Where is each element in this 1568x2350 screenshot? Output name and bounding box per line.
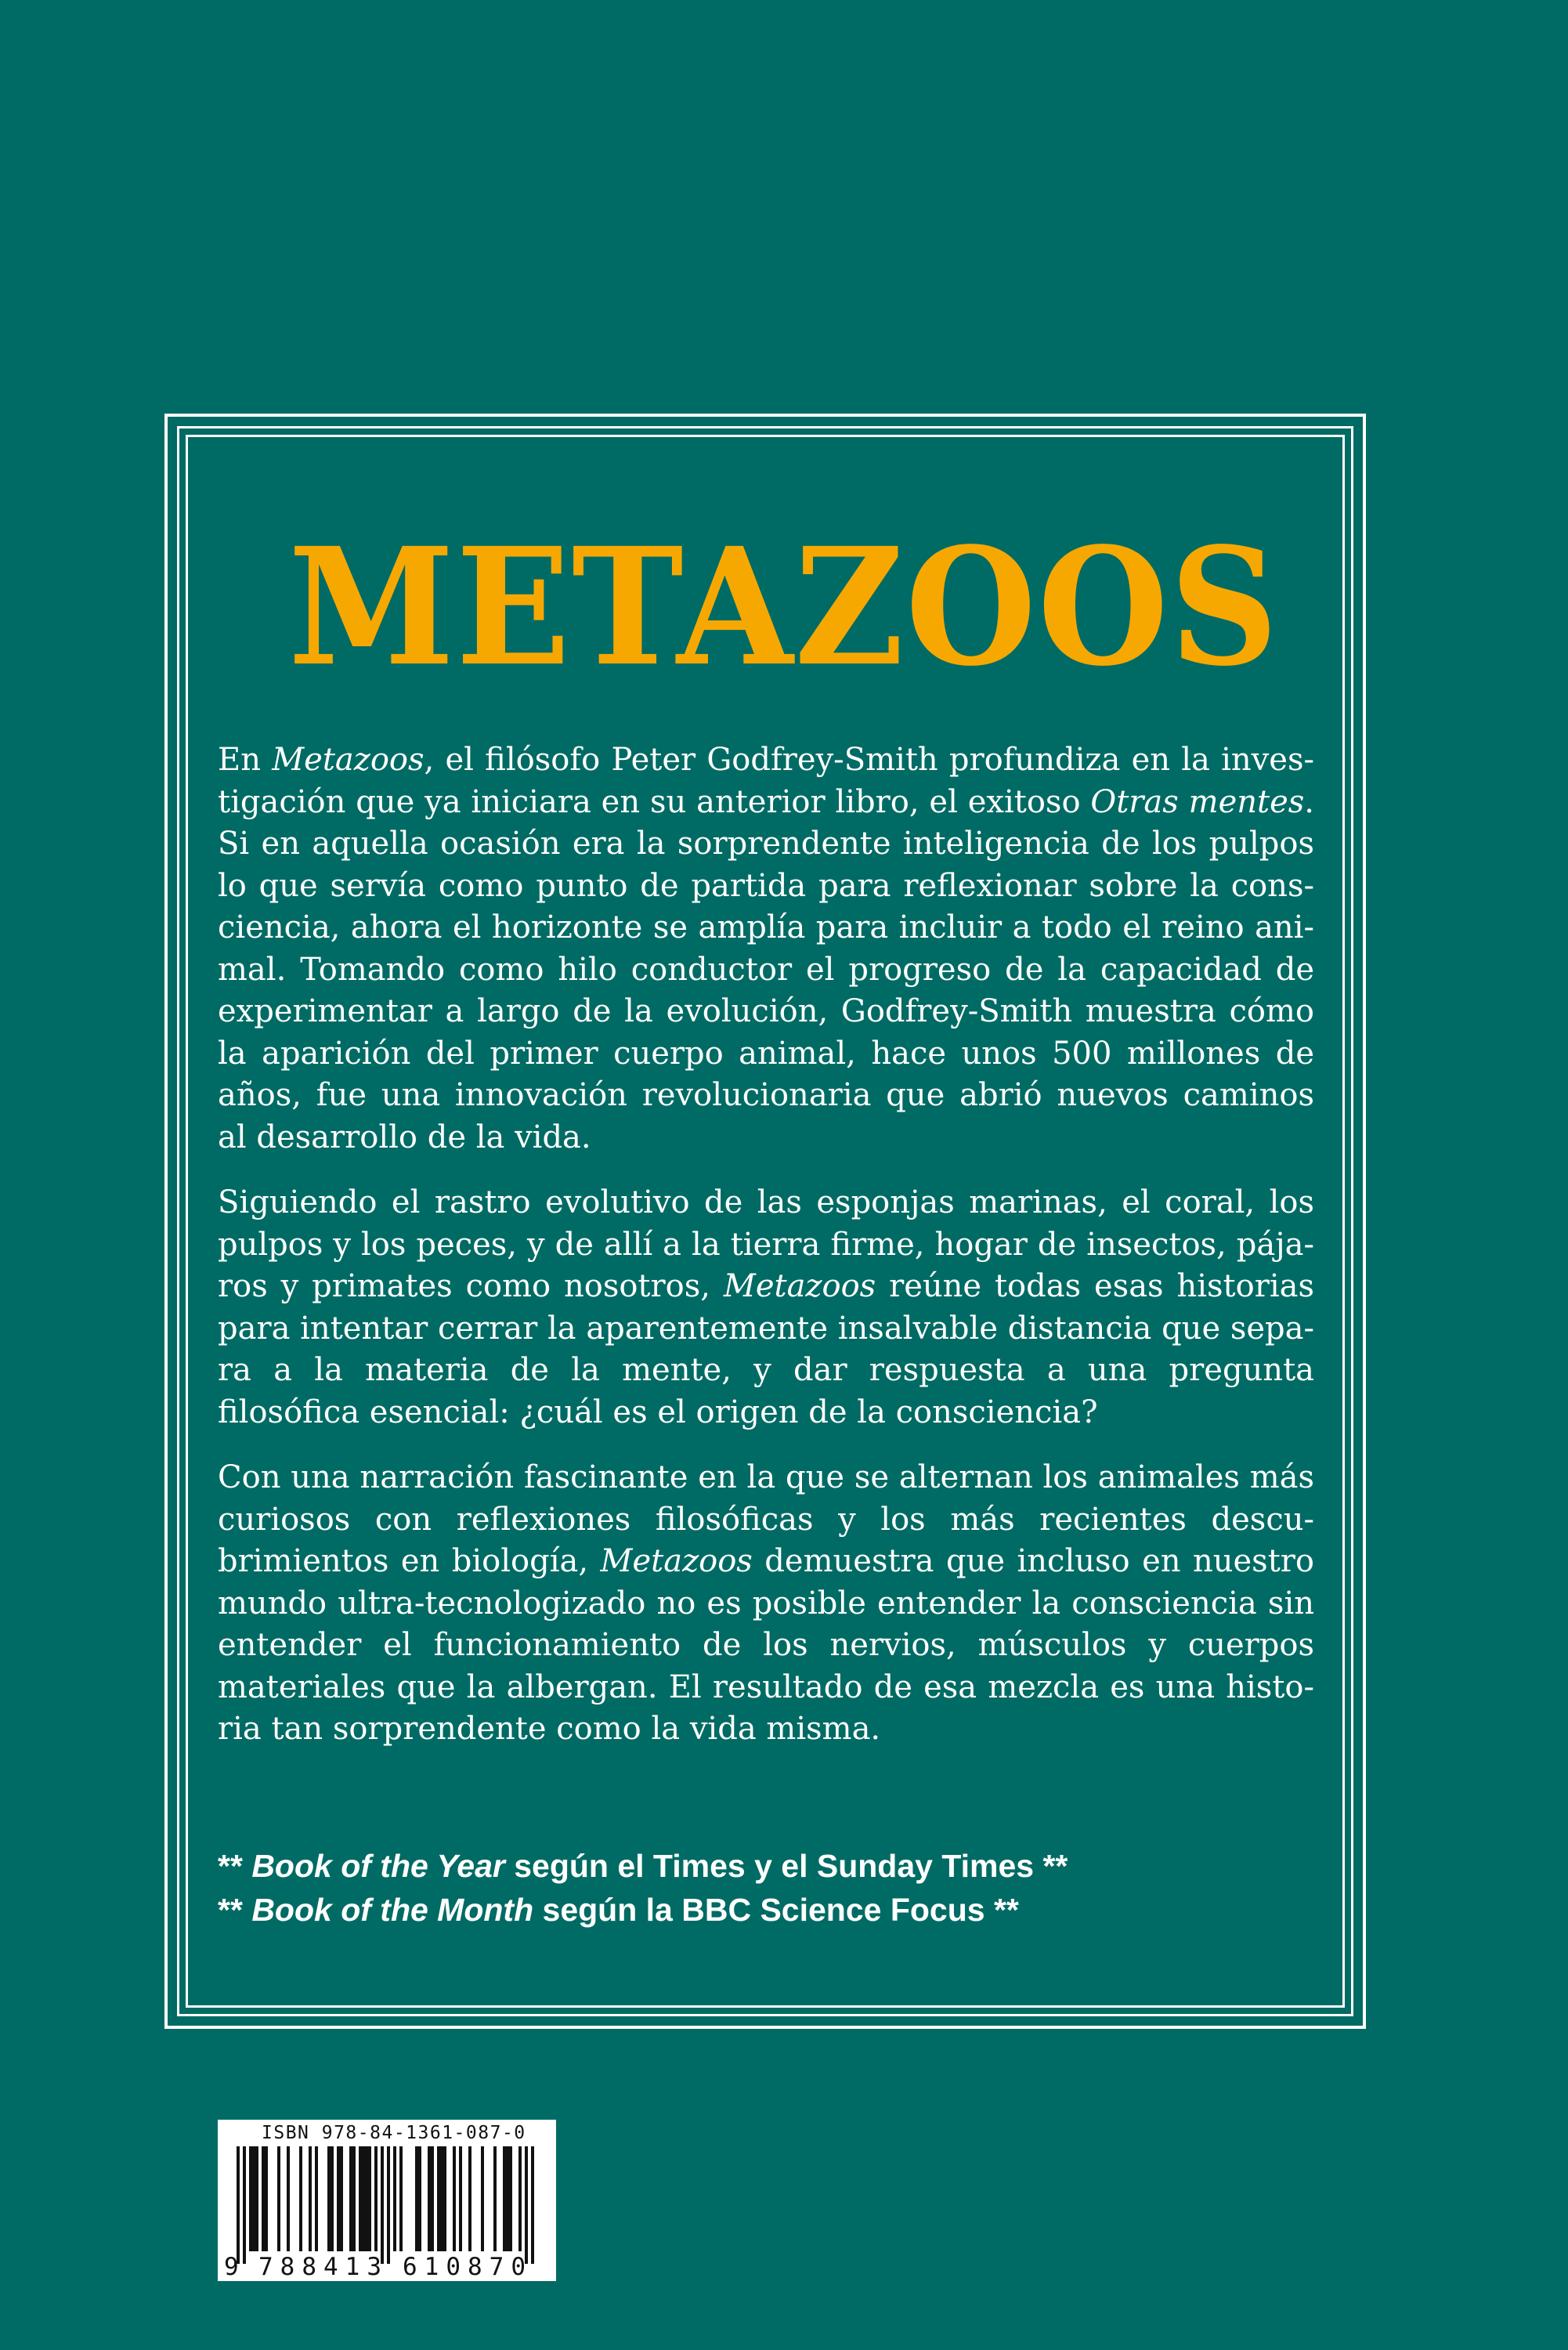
barcode-bar [277,2146,280,2251]
barcode-bar [381,2146,384,2264]
barcode-bar [331,2146,334,2251]
award-line-1: ** Book of the Year según el Times y el Sunday Times ** [218,1848,1068,1884]
ean-first-digit: 9 [224,2253,239,2281]
synopsis-paragraph-2: Siguiendo el rastro evolutivo de las esponjas marinas, el coral, los pulpos y los peces, y de allí a la tierra firme, hogar de insectos, pájaros y primates como nosotros, Metazoos reúne todas esas historias para intentar cerrar la aparentemente insalvable distancia que separa a la materia de la mente, y dar respuesta a una pregunta filosófica esencial: ¿cuál es el origen de la consciencia? [218,1184,1314,1430]
ean-right-digits: 610870 [403,2253,533,2281]
barcode-bar [359,2146,362,2251]
barcode-bar [362,2146,365,2251]
awards-list [218,1844,1068,1932]
barcode-bar [440,2146,443,2251]
synopsis [218,739,1314,1774]
barcode-bar [265,2146,268,2251]
barcode-bar [262,2146,265,2251]
award-line-2: ** Book of the Month según la BBC Science Focus ** [218,1892,1019,1928]
barcode-bar [506,2146,509,2251]
barcode-bar [340,2146,343,2251]
barcode-bar [368,2146,371,2251]
barcode-bar [418,2146,421,2251]
barcode-bar [468,2146,471,2251]
barcode-bar [352,2146,356,2251]
barcode-bar [443,2146,446,2251]
synopsis-paragraph-3: Con una narración fascinante en la que se alternan los animales más curiosos con reflexiones filosóficas y los más recientes descubrimientos en biología, Metazoos demuestra que incluso en nuestro mundo ultra-tecnologizado no es posible entender la consciencia sin entender el funcionamiento de los nervios, músculos y cuerpos materiales que la albergan. El resultado de esa mezcla es una historia tan sorprendente como la vida misma. [218,1459,1314,1747]
barcode-bar [431,2146,434,2251]
barcode-bar [327,2146,331,2251]
isbn-barcode [218,2120,556,2281]
barcode-bar [531,2146,534,2264]
barcode-bar [374,2146,378,2251]
barcode-bar [428,2146,431,2251]
barcode-bar [287,2146,290,2251]
barcode-bar [453,2146,456,2251]
barcode-bar [415,2146,418,2251]
barcode-bar [525,2146,528,2264]
barcode-bar [299,2146,302,2251]
barcode-bar [503,2146,506,2251]
barcode-bar [518,2146,522,2251]
barcode-bar [243,2146,246,2264]
isbn-label: ISBN 978-84-1361-087-0 [262,2123,526,2143]
synopsis-paragraph-1: En Metazoos, el filósofo Peter Godfrey-Smith profundiza en la investigación que ya iniciara en su anterior libro, el exitoso Otras mentes. Si en aquella ocasión era la sorprendente inteligencia de los pulpos lo que servía como punto de partida para reflexionar sobre la consciencia, ahora el horizonte se amplía para incluir a todo el reino animal. Tomando como hilo conductor el progreso de la capacidad de experimentar a largo de la evolución, Godfrey-Smith muestra cómo la aparición del primer cuerpo animal, hace unos 500 millones de años, fue una innovación revolucionaria que abrió nuevos caminos al desarrollo de la vida. [218,742,1314,1155]
barcode-bar [249,2146,252,2251]
barcode-bar [393,2146,396,2251]
barcode-bar [315,2146,318,2251]
book-title: METAZOOS [288,512,1280,702]
barcode-bar [309,2146,312,2251]
barcode-bar [349,2146,352,2251]
ean-left-digits: 788413 [258,2253,388,2281]
barcode-bar [365,2146,368,2251]
barcode-bar [437,2146,440,2251]
barcode-bar [255,2146,258,2251]
barcode-bar [237,2146,240,2264]
barcode-bar [509,2146,512,2251]
barcode-bar [337,2146,340,2251]
barcode-bar [481,2146,484,2251]
barcode-bar [252,2146,255,2251]
barcode-bar [399,2146,403,2251]
barcode-bar [493,2146,497,2251]
barcode-bar [387,2146,390,2264]
barcode-bar [459,2146,462,2251]
